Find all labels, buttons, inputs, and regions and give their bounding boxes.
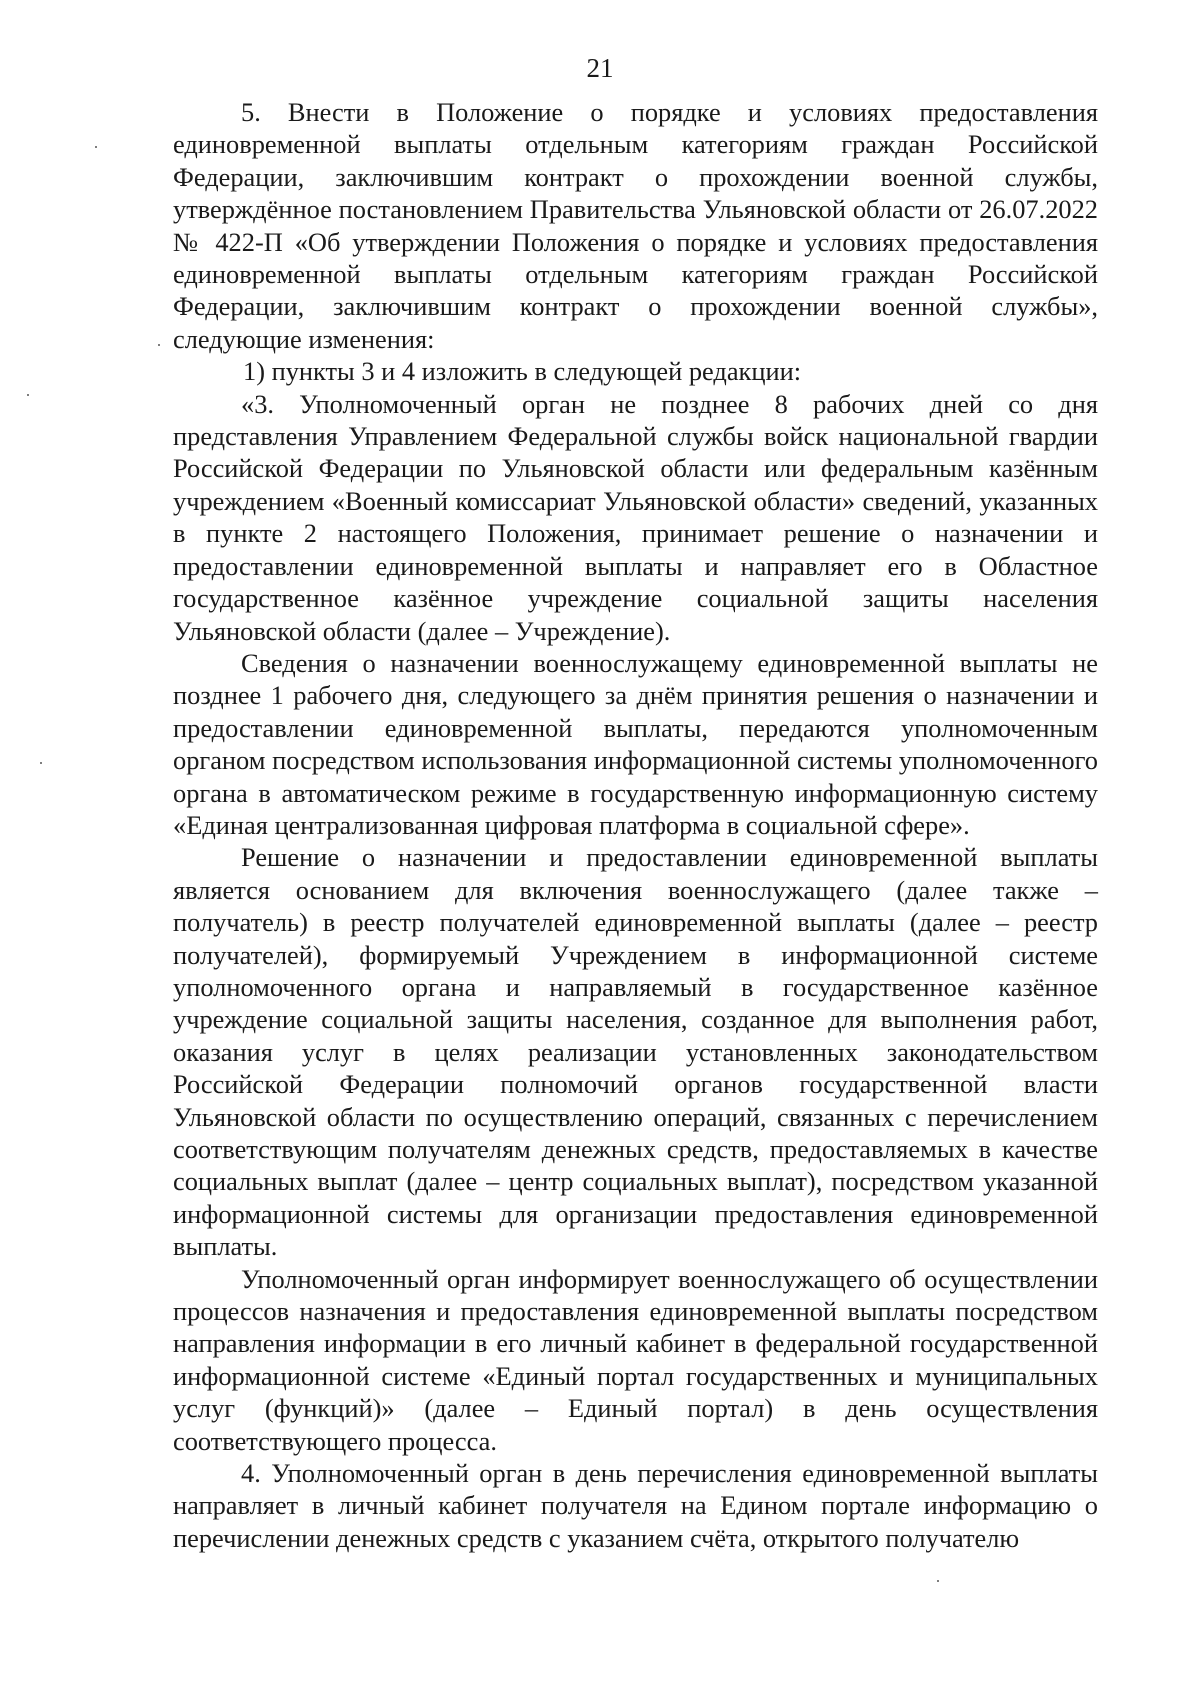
document-body [173,96,1098,1554]
paragraph-notification: Уполномоченный орган информирует военнослужащего об осуществлении процессов назначения и предоставления единовременной выплаты посредством направления информации в его личный кабинет в федеральной государственной информационной системе «Единый портал государственных и муниципальных услуг (функций)» (далее – Единый портал) в день осуществления соответствующего процесса. [173,1263,1098,1456]
scan-speck [40,762,42,764]
paragraph-decision-registry: Решение о назначении и предоставлении единовременной выплаты является основанием для включения военнослужащего (далее также – получатель) в реестр получателей единовременной выплаты (далее – реестр получателей), формируемый Учреждением в информационной системе уполномоченного органа и направляемый в государственное казённое учреждение социальной защиты населения, созданное для выполнения работ, оказания услуг в целях реализации установленных законодательством Российской Федерации полномочий органов государственной власти Ульяновской области по осуществлению операций, связанных с перечислением соответствующим получателям денежных средств, предоставляемых в качестве социальных выплат (далее – центр социальных выплат), посредством указанной информационной системы для организации предоставления единовременной выплаты. [173,842,1098,1262]
scan-speck [937,1580,939,1582]
paragraph-info-transfer: Сведения о назначении военнослужащему единовременной выплаты не позднее 1 рабочего дня, следующего за днём принятия решения о назначении и предоставлении единовременной выплаты, передаются уполномоченным органом посредством использования информационной системы уполномоченного органа в автоматическом режиме в государственную информационную систему «Единая централизованная цифровая платформа в социальной сфере». [173,647,1098,840]
paragraph-clause-3: «3. Уполномоченный орган не позднее 8 рабочих дней со дня представления Управлением Федеральной службы войск национальной гвардии Российской Федерации по Ульяновской области или федеральным казённым учреждением «Военный комиссариат Ульяновской области» сведений, указанных в пункте 2 настоящего Положения, принимает решение о назначении и предоставлении единовременной выплаты и направляет его в Областное государственное казённое учреждение социальной защиты населения Ульяновской области (далее – Учреждение). [173,388,1098,646]
scan-speck [95,146,97,148]
scan-speck [158,344,160,346]
paragraph-clause-4: 4. Уполномоченный орган в день перечисления единовременной выплаты направляет в личный кабинет получателя на Едином портале информацию о перечислении денежных средств с указанием счёта, открытого получателю [173,1458,1098,1553]
paragraph-item-5: 5. Внести в Положение о порядке и условиях предоставления единовременной выплаты отдельным категориям граждан Российской Федерации, заключившим контракт о прохождении военной службы, утверждённое постановлением Правительства Ульяновской области от 26.07.2022 № 422-П «Об утверждении Положения о порядке и условиях предоставления единовременной выплаты отдельным категориям граждан Российской Федерации, заключившим контракт о прохождении военной службы», следующие изменения: [173,97,1098,354]
paragraph-subitem-1: 1) пункты 3 и 4 изложить в следующей редакции: [243,356,802,387]
page-number: 21 [586,53,614,83]
scan-speck [27,394,29,396]
